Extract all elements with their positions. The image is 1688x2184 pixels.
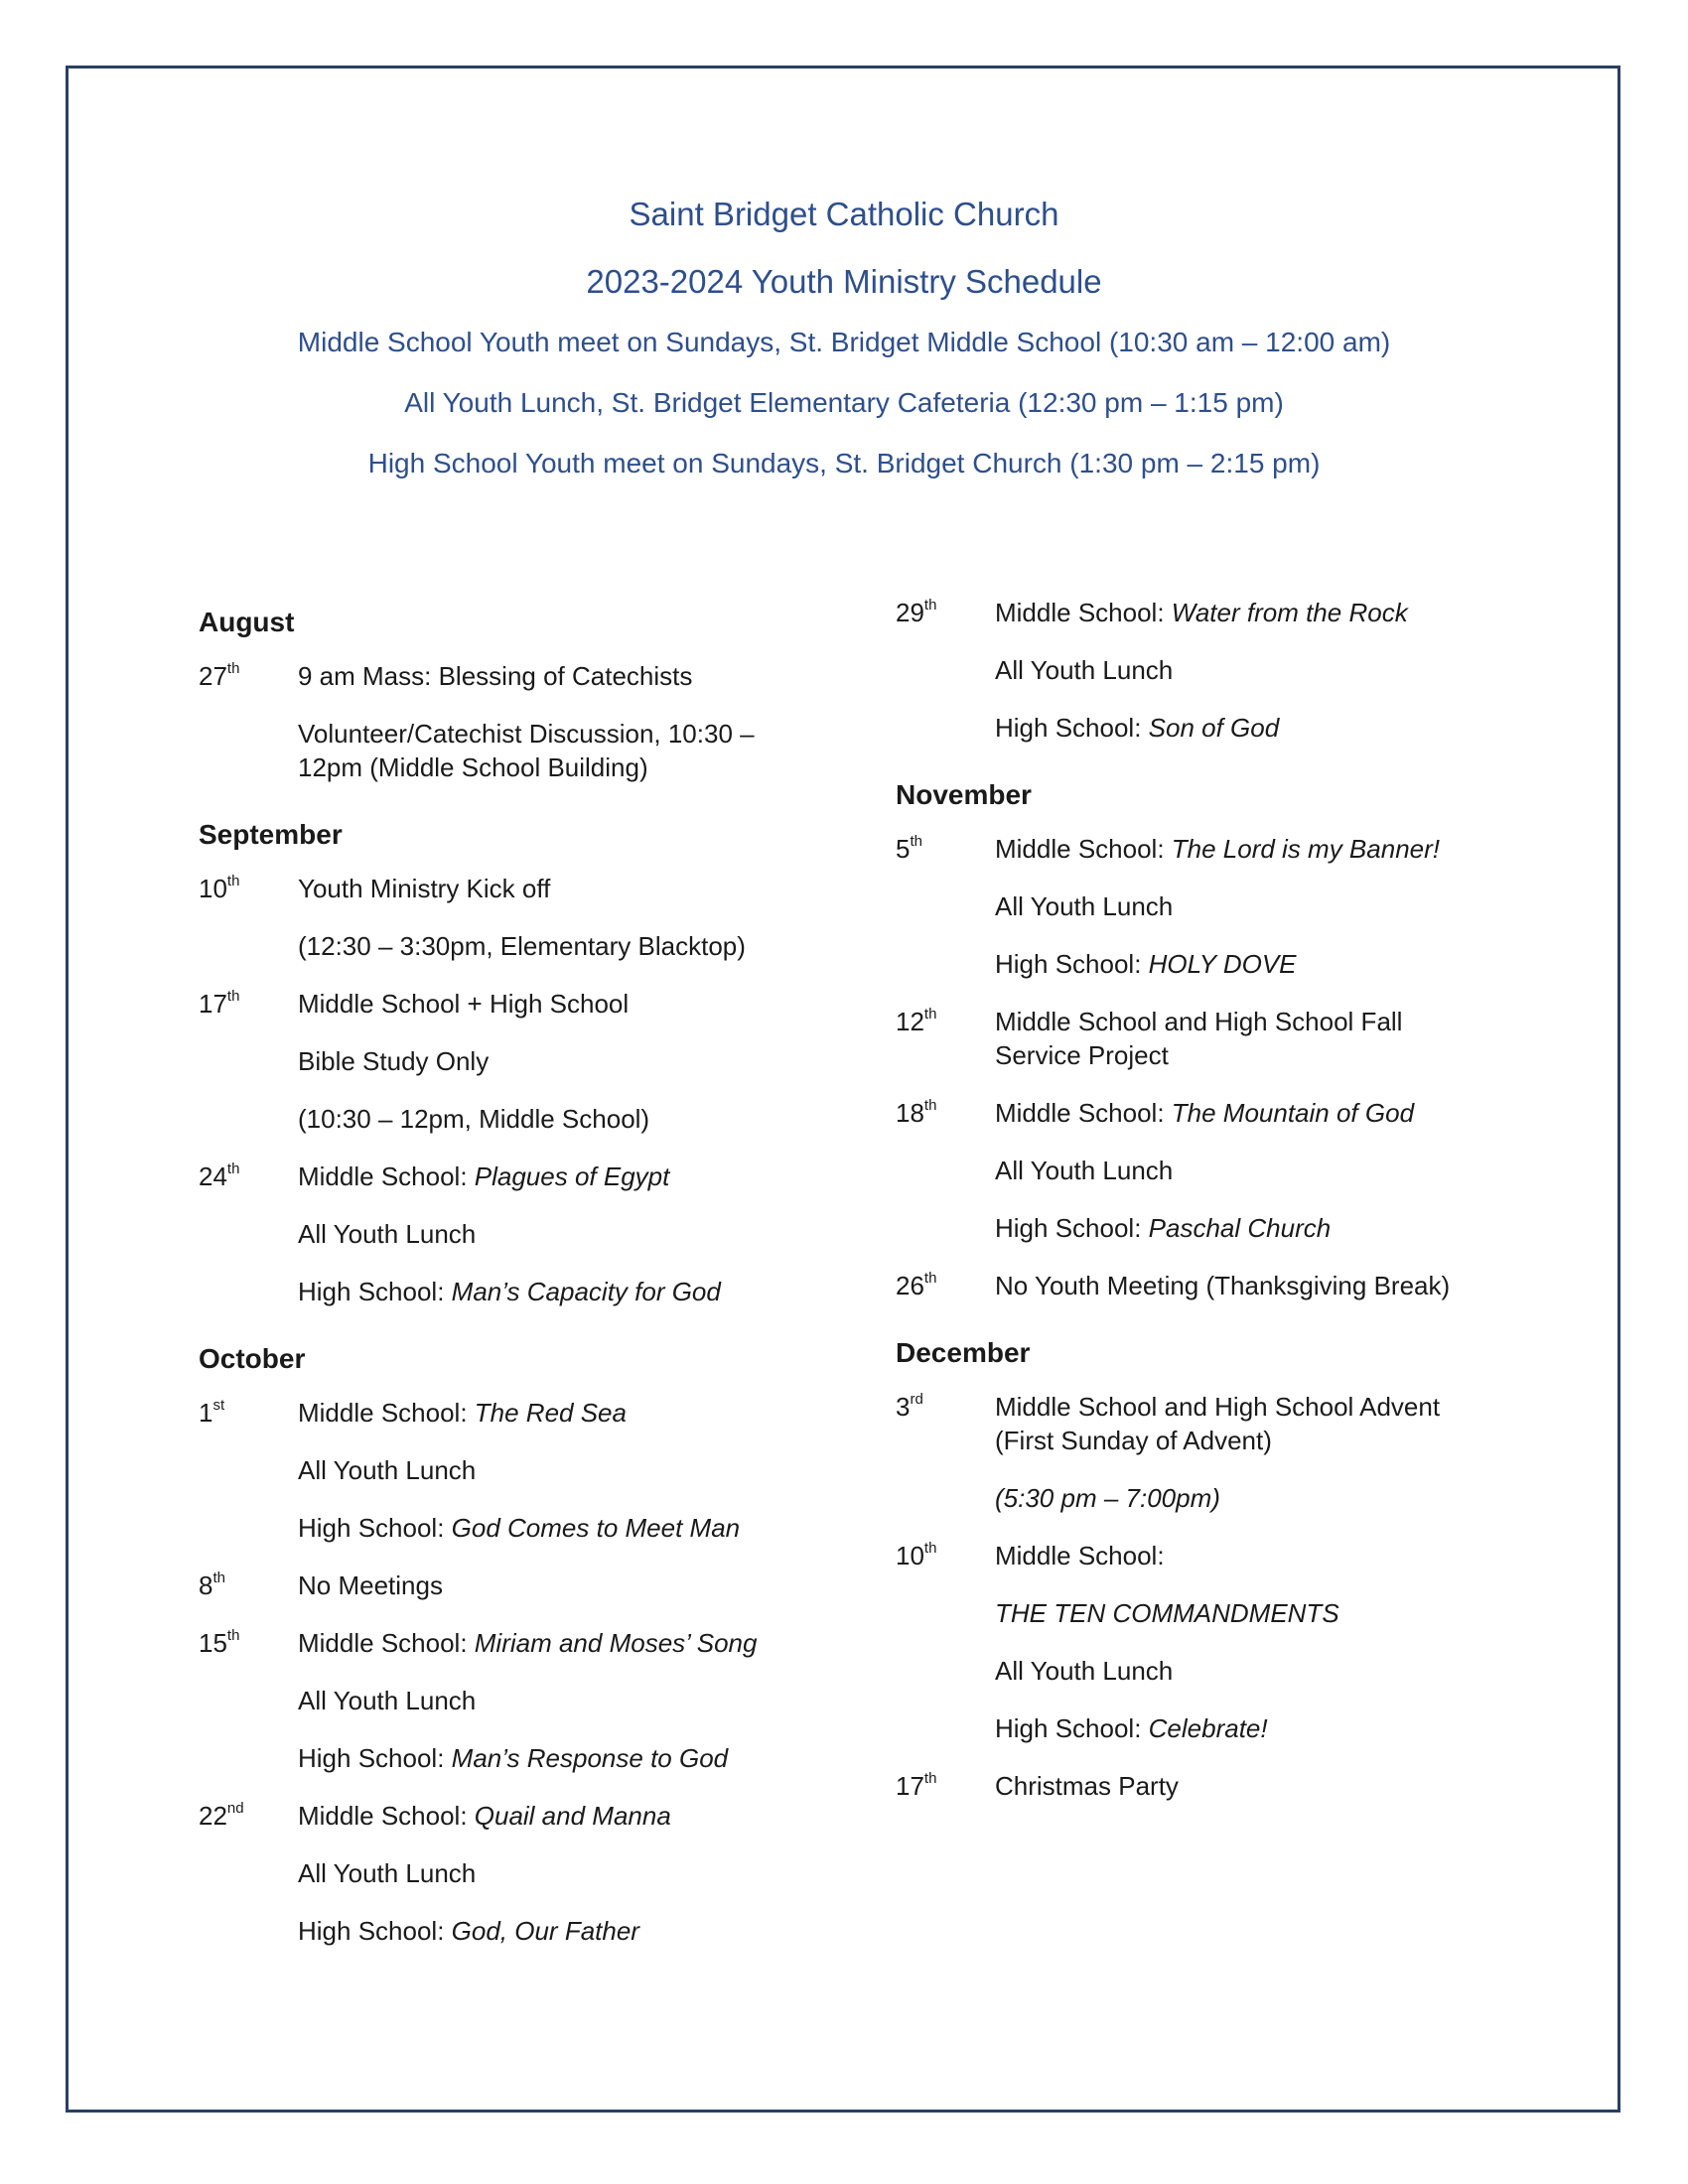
entry-line: (10:30 – 12pm, Middle School) [298,1104,650,1134]
high-school-line: High School: Paschal Church [995,1213,1332,1243]
middle-school-line: Middle School: Plagues of Egypt [298,1161,670,1191]
day-label: 24th [199,1160,240,1191]
month-september: September [199,819,343,850]
entry-nov-18 [896,1096,1511,1269]
entry-oct-15 [199,1626,834,1799]
entry-line: 9 am Mass: Blessing of Catechists [298,661,693,691]
schedule-header [0,195,1688,507]
month-november: November [896,779,1032,810]
lunch-line: All Youth Lunch [298,1858,477,1888]
high-school-line: High School: Celebrate! [995,1713,1268,1743]
church-name: Saint Bridget Catholic Church [629,196,1059,232]
entry-oct-1 [199,1396,834,1569]
entry-line: No Youth Meeting (Thanksgiving Break) [995,1271,1451,1300]
lunch-line: All Youth Lunch [995,655,1174,685]
high-school-line: High School: HOLY DOVE [995,949,1297,979]
day-label: 10th [896,1540,937,1570]
entry-sep-10 [199,872,834,987]
middle-school-meeting-info: Middle School Youth meet on Sundays, St. Bridget Middle School (10:30 am – 12:00 am) [297,327,1391,357]
middle-school-line: Middle School: The Mountain of God [995,1098,1415,1128]
lunch-line: All Youth Lunch [995,1156,1174,1185]
entry-dec-10 [896,1539,1511,1769]
month-august: August [199,607,295,637]
day-label: 5th [896,833,922,864]
entry-line: Middle School and High School Advent [995,1392,1441,1422]
schedule-right-column [896,596,1511,1827]
day-label: 17th [199,988,240,1019]
lunch-line: All Youth Lunch [995,891,1174,921]
middle-school-line: Middle School: [995,1541,1165,1570]
entry-line: (5:30 pm – 7:00pm) [995,1483,1220,1513]
day-label: 26th [896,1270,937,1300]
high-school-line: High School: Man’s Capacity for God [298,1277,721,1306]
lunch-line: All Youth Lunch [995,1656,1174,1686]
entry-oct-22 [199,1799,834,1972]
lunch-line: All Youth Lunch [298,1455,477,1485]
middle-school-line: Middle School: Miriam and Moses’ Song [298,1628,758,1658]
day-label: 10th [199,873,240,903]
entry-line: Bible Study Only [298,1046,490,1076]
entry-line: No Meetings [298,1570,443,1600]
schedule-title: 2023-2024 Youth Ministry Schedule [586,263,1102,300]
high-school-line: High School: Man’s Response to God [298,1743,729,1773]
day-label: 29th [896,597,937,627]
day-label: 8th [199,1570,225,1600]
month-october: October [199,1343,306,1374]
entry-sep-24 [199,1160,834,1332]
entry-line: Youth Ministry Kick off [298,874,551,903]
entry-nov-5 [896,832,1511,1005]
entry-line: 12pm (Middle School Building) [298,752,648,782]
middle-school-topic: THE TEN COMMANDMENTS [995,1598,1339,1628]
entry-dec-17 [896,1769,1511,1827]
lunch-info: All Youth Lunch, St. Bridget Elementary Cafeteria (12:30 pm – 1:15 pm) [404,387,1284,418]
entry-line: Middle School and High School Fall [995,1007,1403,1036]
day-label: 22nd [199,1800,244,1831]
schedule-left-column [199,596,834,1972]
lunch-line: All Youth Lunch [298,1686,477,1715]
entry-line: Volunteer/Catechist Discussion, 10:30 – [298,719,755,749]
middle-school-line: Middle School: The Lord is my Banner! [995,834,1440,864]
entry-line: Middle School + High School [298,989,630,1019]
entry-line: (First Sunday of Advent) [995,1426,1272,1455]
high-school-line: High School: Son of God [995,713,1280,743]
lunch-line: All Youth Lunch [298,1219,477,1249]
entry-line: Service Project [995,1040,1169,1070]
high-school-line: High School: God, Our Father [298,1916,639,1946]
entry-line: Christmas Party [995,1771,1179,1801]
middle-school-line: Middle School: The Red Sea [298,1398,627,1428]
entry-aug-27 [199,659,834,808]
day-label: 17th [896,1770,937,1801]
entry-dec-3 [896,1390,1511,1539]
day-label: 3rd [896,1391,923,1422]
day-label: 18th [896,1097,937,1128]
entry-sep-17 [199,987,834,1160]
middle-school-line: Middle School: Quail and Manna [298,1801,671,1831]
high-school-meeting-info: High School Youth meet on Sundays, St. Bridget Church (1:30 pm – 2:15 pm) [367,448,1321,478]
entry-oct-8 [199,1569,834,1626]
entry-nov-12 [896,1005,1511,1096]
day-label: 27th [199,660,240,691]
day-label: 1st [199,1397,225,1428]
middle-school-line: Middle School: Water from the Rock [995,598,1408,627]
day-label: 15th [199,1627,240,1658]
month-december: December [896,1337,1031,1368]
entry-nov-26 [896,1269,1511,1326]
entry-oct-29 [896,596,1511,768]
high-school-line: High School: God Comes to Meet Man [298,1513,741,1543]
day-label: 12th [896,1006,937,1036]
entry-line: (12:30 – 3:30pm, Elementary Blacktop) [298,931,746,961]
